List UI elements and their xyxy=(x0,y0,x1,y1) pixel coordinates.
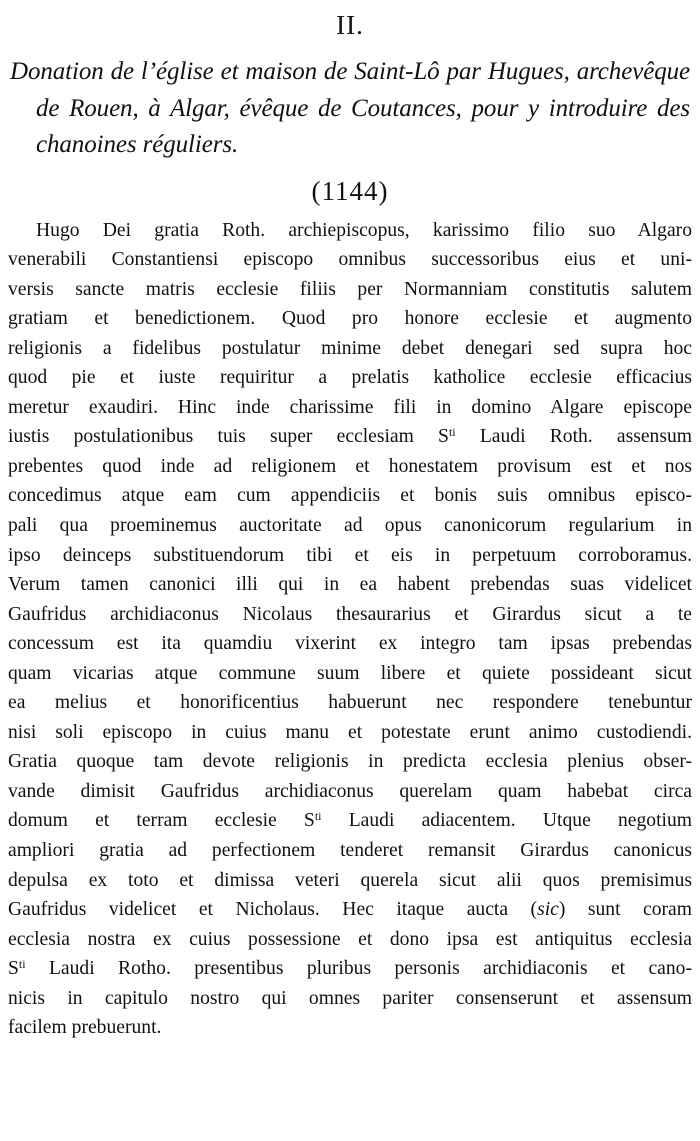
document-date: (1144) xyxy=(311,175,389,206)
text-line: Gaufridus videlicet et Nicholaus. Hec itaque aucta (sic) sunt coram xyxy=(8,899,692,921)
text-line: quod pie et iuste requiritur a prelatis katholice ecclesie efficacius xyxy=(8,367,692,389)
document-heading: Donation de l’église et maison de Saint-Lô par Hugues, archevêque de Rouen, à Algar, évêque de Coutances, pour y introduire des chanoines réguliers. xyxy=(10,58,690,158)
text-line: Hugo Dei gratia Roth. archiepiscopus, karissimo filio suo Algaro xyxy=(36,219,692,241)
text-line: depulsa ex toto et dimissa veteri querela sicut alii quos premisimus xyxy=(8,869,692,891)
text-line: concedimus atque eam cum appendiciis et bonis suis omnibus episco- xyxy=(8,485,692,507)
text-line: religionis a fidelibus postulatur minime debet denegari sed supra hoc xyxy=(8,337,692,359)
text-line: versis sancte matris ecclesie filiis per Normanniam constitutis salutem xyxy=(8,278,692,300)
text-line: Verum tamen canonici illi qui in ea habent prebendas suas videlicet xyxy=(8,574,692,596)
chapter-number: II. xyxy=(336,10,364,40)
text-line: meretur exaudiri. Hinc inde charissime fili in domino Algare episcope xyxy=(8,396,692,418)
charter-text xyxy=(8,216,692,1043)
text-line: facilem prebuerunt. xyxy=(8,1017,162,1039)
text-line: prebentes quod inde ad religionem et honestatem provisum est et nos xyxy=(8,455,692,477)
text-line: concessum est ita quamdiu vixerint ex integro tam ipsas prebendas xyxy=(8,633,692,655)
text-line: domum et terram ecclesie $S^{ti}$ Laudi adiacentem. Utque negotium xyxy=(8,809,692,832)
text-line: pali qua proeminemus auctoritate ad opus canonicorum regularium in xyxy=(8,514,692,536)
text-line: gratiam et benedictionem. Quod pro honore ecclesie et augmento xyxy=(8,308,692,330)
text-line: ea melius et honorificentius habuerunt nec respondere tenebuntur xyxy=(8,692,692,714)
text-line: Gaufridus archidiaconus Nicolaus thesaurarius et Girardus sicut a te xyxy=(8,603,692,625)
text-line: vande dimisit Gaufridus archidiaconus querelam quam habebat circa xyxy=(8,780,692,802)
text-line: ampliori gratia ad perfectionem tenderet remansit Girardus canonicus xyxy=(8,839,692,861)
text-line: $S^{ti}$ Laudi Rotho. presentibus pluribus personis archidiaconis et cano- xyxy=(8,957,692,980)
text-line: nicis in capitulo nostro qui omnes pariter consenserunt et assensum xyxy=(8,987,692,1009)
text-line: venerabili Constantiensi episcopo omnibus successoribus eius et uni- xyxy=(8,249,692,271)
text-line: iustis postulationibus tuis super ecclesiam $S^{ti}$ Laudi Roth. assensum xyxy=(8,425,692,448)
text-line: nisi soli episcopo in cuius manu et potestate erunt animo custodiendi. xyxy=(8,721,692,743)
text-line: ipso deinceps substituendorum tibi et eis in perpetuum corroboramus. xyxy=(8,544,692,566)
text-line: ecclesia nostra ex cuius possessione et dono ipsa est antiquitus ecclesia xyxy=(8,928,692,950)
text-line: Gratia quoque tam devote religionis in predicta ecclesia plenius obser- xyxy=(8,751,692,773)
text-line: quam vicarias atque commune suum libere et quiete possideant sicut xyxy=(8,662,692,684)
